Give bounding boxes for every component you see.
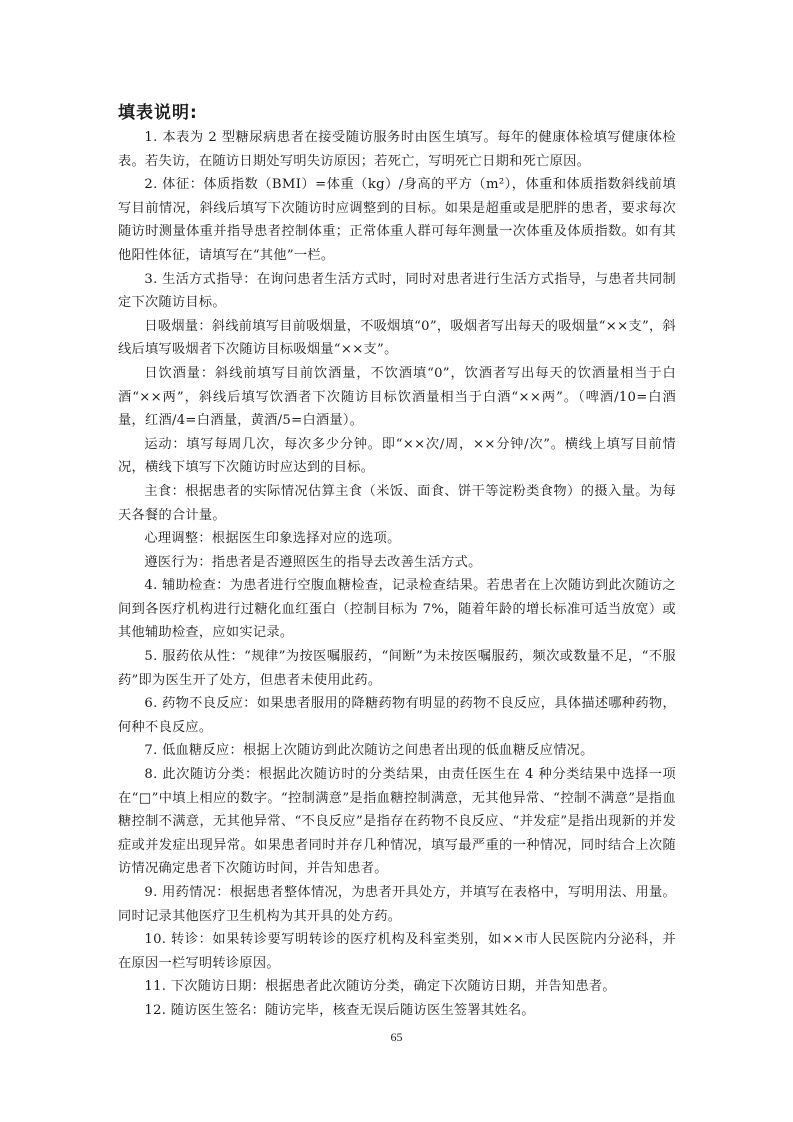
instruction-paragraph: 运动：填写每周几次，每次多少分钟。即“××次/周，××分钟/次”。横线上填写目前情况，横线下填写下次随访时应达到的目标。 xyxy=(118,436,676,476)
instructions-body xyxy=(118,126,676,1023)
instruction-paragraph: 日饮酒量：斜线前填写目前饮酒量，不饮酒填“0”，饮酒者写出每天的饮酒量相当于白酒“××两”，斜线后填写饮酒者下次随访目标饮酒量相当于白酒“××两”。（啤酒/10=白酒量，红酒/4=白酒量，黄酒/5=白酒量）。 xyxy=(118,365,676,429)
page-number: 65 xyxy=(390,1030,403,1044)
instruction-paragraph: 9. 用药情况：根据患者整体情况，为患者开具处方，并填写在表格中，写明用法、用量。同时记录其他医疗卫生机构为其开具的处方药。 xyxy=(118,885,676,924)
instruction-paragraph: 2. 体征：体质指数（BMI）=体重（kg）/身高的平方（m²），体重和体质指数斜线前填写目前情况，斜线后填写下次随访时应调整到的目标。如果是超重或是肥胖的患者，要求每次随访时测量体重并指导患者控制体重；正常体重人群可每年测量一次体重及体质指数。如有其他阳性体征，请填写在“其他”一栏。 xyxy=(118,177,676,263)
instruction-paragraph: 心理调整：根据医生印象选择对应的选项。 xyxy=(144,531,401,547)
instruction-paragraph: 3. 生活方式指导：在询问患者生活方式时，同时对患者进行生活方式指导，与患者共同制定下次随访目标。 xyxy=(118,271,676,311)
instruction-paragraph: 12. 随访医生签名：随访完毕，核查无误后随访医生签署其姓名。 xyxy=(144,1002,535,1018)
instruction-paragraph: 5. 服药依从性：“规律”为按医嘱服药，“间断”为未按医嘱服药，频次或数量不足，“不服药”即为医生开了处方，但患者未使用此药。 xyxy=(118,649,676,688)
instruction-paragraph: 11. 下次随访日期：根据患者此次随访分类，确定下次随访日期，并告知患者。 xyxy=(144,979,616,995)
instruction-paragraph: 1. 本表为 2 型糖尿病患者在接受随访服务时由医生填写。每年的健康体检填写健康体检表。若失访，在随访日期处写明失访原因；若死亡，写明死亡日期和死亡原因。 xyxy=(118,130,676,169)
section-heading: 填表说明: xyxy=(118,103,198,123)
instruction-paragraph: 8. 此次随访分类：根据此次随访时的分类结果，由责任医生在 4 种分类结果中选择一项在“□”中填上相应的数字。“控制满意”是指血糖控制满意，无其他异常、“控制不满意”是指血糖控制不满意，无其他异常、“不良反应”是指存在药物不良反应、“并发症”是指出现新的并发症或并发症出现异常。如果患者同时并存几种情况，填写最严重的一种情况，同时结合上次随访情况确定患者下次随访时间，并告知患者。 xyxy=(118,767,676,877)
instruction-paragraph: 7. 低血糖反应：根据上次随访到此次随访之间患者出现的低血糖反应情况。 xyxy=(144,743,594,759)
instruction-paragraph: 6. 药物不良反应：如果患者服用的降糖药物有明显的药物不良反应，具体描述哪种药物，何种不良反应。 xyxy=(118,696,676,735)
instruction-paragraph: 遵医行为：指患者是否遵照医生的指导去改善生活方式。 xyxy=(144,554,482,570)
instruction-paragraph: 主食：根据患者的实际情况估算主食（米饭、面食、饼干等淀粉类食物）的摄入量。为每天各餐的合计量。 xyxy=(118,483,676,523)
instruction-paragraph: 10. 转诊：如果转诊要写明转诊的医疗机构及科室类别，如××市人民医院内分泌科，并在原因一栏写明转诊原因。 xyxy=(118,932,676,971)
instruction-paragraph: 日吸烟量：斜线前填写目前吸烟量，不吸烟填“0”，吸烟者写出每天的吸烟量“××支”，斜线后填写吸烟者下次随访目标吸烟量“××支”。 xyxy=(118,318,677,358)
instruction-paragraph: 4. 辅助检查：为患者进行空腹血糖检查，记录检查结果。若患者在上次随访到此次随访之间到各医疗机构进行过糖化血红蛋白（控制目标为 7%，随着年龄的增长标准可适当放宽）或其他辅助检查，应如实记录。 xyxy=(118,578,676,641)
